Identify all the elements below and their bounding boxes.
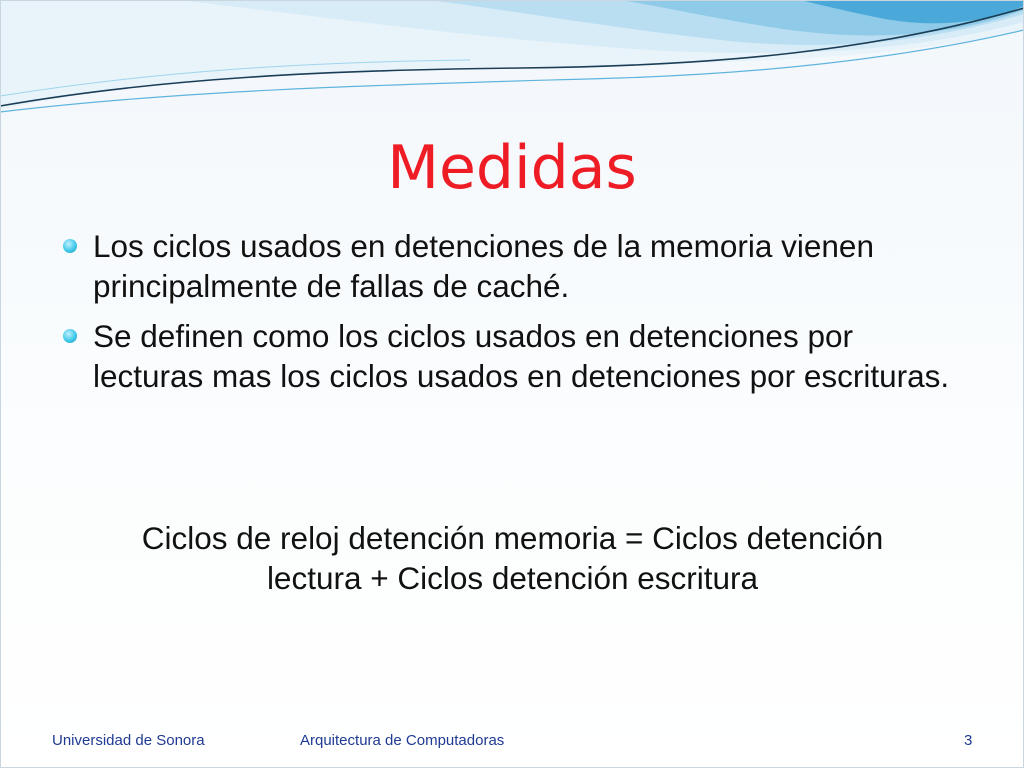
formula-line-2: lectura + Ciclos detención escritura (266, 560, 759, 596)
formula (70, 518, 955, 598)
footer-course: Arquitectura de Computadoras (300, 732, 505, 749)
bullet-dot-icon (63, 329, 77, 343)
bullet-text: Se definen como los ciclos usados en detenciones por lecturas mas los ciclos usados en detenciones por escrituras. (93, 318, 950, 394)
bullet-item (60, 226, 960, 306)
bullet-text: Los ciclos usados en detenciones de la memoria vienen principalmente de fallas de caché. (93, 228, 874, 304)
bullet-item (60, 316, 960, 396)
slide-title: Medidas (387, 133, 637, 203)
header-wave-decoration (0, 0, 1024, 130)
bullet-dot-icon (63, 239, 77, 253)
page-number: 3 (964, 732, 973, 749)
footer-institution: Universidad de Sonora (52, 732, 205, 749)
bullet-list (60, 226, 960, 406)
formula-line-1: Ciclos de reloj detención memoria = Ciclos detención (141, 520, 884, 556)
